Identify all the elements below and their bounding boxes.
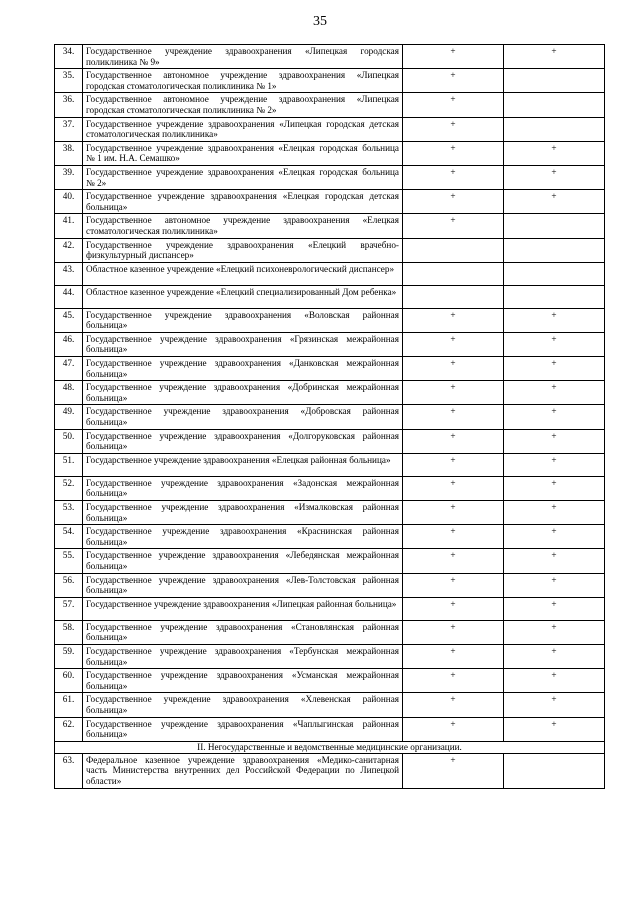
organization-name-cell: Государственное учреждение здравоохранения «Елецкая городская больница № 1 им. Н.А. Семашко» <box>83 141 403 165</box>
row-number-cell: 45. <box>55 308 83 332</box>
row-number-cell: 53. <box>55 501 83 525</box>
mark-cell-2 <box>504 262 605 285</box>
row-number-cell: 46. <box>55 332 83 356</box>
mark-cell-2: + <box>504 45 605 69</box>
mark-cell-2 <box>504 117 605 141</box>
organization-name-cell: Государственное учреждение здравоохранения «Добринская межрайонная больница» <box>83 381 403 405</box>
mark-cell-2: + <box>504 525 605 549</box>
mark-cell-1: + <box>403 753 504 788</box>
organization-name-cell: Государственное автономное учреждение здравоохранения «Елецкая стоматологическая поликлиника» <box>83 214 403 238</box>
mark-cell-1: + <box>403 69 504 93</box>
table-row <box>55 620 605 644</box>
organization-name-cell: Федеральное казенное учреждение здравоохранения «Медико-санитарная часть Министерства внутренних дел Российской Федерации по Липецкой области» <box>83 753 403 788</box>
organization-name-cell: Государственное учреждение здравоохранения «Измалковская районная больница» <box>83 501 403 525</box>
mark-cell-1: + <box>403 45 504 69</box>
mark-cell-1: + <box>403 620 504 644</box>
table-row <box>55 381 605 405</box>
organization-name-cell: Государственное учреждение здравоохранения «Усманская межрайонная больница» <box>83 669 403 693</box>
table-row <box>55 262 605 285</box>
table-row <box>55 214 605 238</box>
row-number-cell: 38. <box>55 141 83 165</box>
mark-cell-2 <box>504 238 605 262</box>
table-row <box>55 285 605 308</box>
mark-cell-1 <box>403 238 504 262</box>
mark-cell-1: + <box>403 357 504 381</box>
mark-cell-1: + <box>403 501 504 525</box>
mark-cell-2: + <box>504 669 605 693</box>
table-row <box>55 429 605 453</box>
mark-cell-2: + <box>504 717 605 741</box>
mark-cell-1: + <box>403 332 504 356</box>
organization-name-cell: Государственное автономное учреждение здравоохранения «Липецкая городская стоматологическая поликлиника № 1» <box>83 69 403 93</box>
mark-cell-2 <box>504 214 605 238</box>
table-row <box>55 476 605 500</box>
row-number-cell: 35. <box>55 69 83 93</box>
organization-name-cell: Государственное учреждение здравоохранения «Становлянская районная больница» <box>83 620 403 644</box>
mark-cell-1: + <box>403 308 504 332</box>
organization-name-cell: Государственное учреждение здравоохранения «Липецкая городская детская стоматологическая поликлиника» <box>83 117 403 141</box>
row-number-cell: 56. <box>55 573 83 597</box>
row-number-cell: 44. <box>55 285 83 308</box>
mark-cell-1: + <box>403 93 504 117</box>
row-number-cell: 60. <box>55 669 83 693</box>
section-title: II. Негосударственные и ведомственные медицинские организации. <box>55 741 605 753</box>
table-row <box>55 753 605 788</box>
row-number-cell: 57. <box>55 597 83 620</box>
mark-cell-2 <box>504 285 605 308</box>
organization-name-cell: Государственное учреждение здравоохранения «Воловская районная больница» <box>83 308 403 332</box>
table-row <box>55 644 605 668</box>
organization-name-cell: Областное казенное учреждение «Елецкий специализированный Дом ребенка» <box>83 285 403 308</box>
table-row <box>55 693 605 717</box>
row-number-cell: 59. <box>55 644 83 668</box>
organization-name-cell: Государственное учреждение здравоохранения «Чаплыгинская районная больница» <box>83 717 403 741</box>
organization-name-cell: Государственное учреждение здравоохранения «Липецкая районная больница» <box>83 597 403 620</box>
mark-cell-1: + <box>403 214 504 238</box>
table-row <box>55 405 605 429</box>
row-number-cell: 43. <box>55 262 83 285</box>
organization-name-cell: Государственное учреждение здравоохранения «Хлевенская районная больница» <box>83 693 403 717</box>
table-row <box>55 525 605 549</box>
row-number-cell: 55. <box>55 549 83 573</box>
organizations-table <box>54 44 605 789</box>
row-number-cell: 47. <box>55 357 83 381</box>
mark-cell-1: + <box>403 141 504 165</box>
row-number-cell: 39. <box>55 165 83 189</box>
table-row <box>55 501 605 525</box>
mark-cell-2: + <box>504 357 605 381</box>
mark-cell-1: + <box>403 573 504 597</box>
page-number: 35 <box>313 14 327 29</box>
mark-cell-1: + <box>403 453 504 476</box>
row-number-cell: 62. <box>55 717 83 741</box>
table-row <box>55 597 605 620</box>
mark-cell-2: + <box>504 165 605 189</box>
table-row <box>55 717 605 741</box>
mark-cell-2: + <box>504 381 605 405</box>
mark-cell-2: + <box>504 549 605 573</box>
row-number-cell: 61. <box>55 693 83 717</box>
mark-cell-2: + <box>504 453 605 476</box>
organization-name-cell: Государственное учреждение здравоохранения «Елецкая городская детская больница» <box>83 190 403 214</box>
mark-cell-1: + <box>403 476 504 500</box>
mark-cell-1: + <box>403 549 504 573</box>
table-row <box>55 573 605 597</box>
row-number-cell: 34. <box>55 45 83 69</box>
mark-cell-2: + <box>504 501 605 525</box>
mark-cell-2 <box>504 69 605 93</box>
table-row <box>55 141 605 165</box>
row-number-cell: 51. <box>55 453 83 476</box>
mark-cell-2: + <box>504 597 605 620</box>
organization-name-cell: Государственное учреждение здравоохранения «Задонская межрайонная больница» <box>83 476 403 500</box>
row-number-cell: 49. <box>55 405 83 429</box>
row-number-cell: 41. <box>55 214 83 238</box>
mark-cell-1: + <box>403 381 504 405</box>
table-row <box>55 238 605 262</box>
table-row <box>55 669 605 693</box>
row-number-cell: 37. <box>55 117 83 141</box>
organization-name-cell: Государственное учреждение здравоохранения «Елецкий врачебно-физкультурный диспансер» <box>83 238 403 262</box>
row-number-cell: 36. <box>55 93 83 117</box>
row-number-cell: 58. <box>55 620 83 644</box>
organization-name-cell: Областное казенное учреждение «Елецкий психоневрологический диспансер» <box>83 262 403 285</box>
table-body <box>55 45 605 789</box>
mark-cell-2: + <box>504 644 605 668</box>
organization-name-cell: Государственное учреждение здравоохранения «Липецкая городская поликлиника № 9» <box>83 45 403 69</box>
row-number-cell: 40. <box>55 190 83 214</box>
organization-name-cell: Государственное учреждение здравоохранения «Лебедянская межрайонная больница» <box>83 549 403 573</box>
table-row <box>55 308 605 332</box>
table-row <box>55 453 605 476</box>
section-header-row <box>55 741 605 753</box>
mark-cell-1: + <box>403 525 504 549</box>
mark-cell-2: + <box>504 476 605 500</box>
organization-name-cell: Государственное учреждение здравоохранения «Долгоруковская районная больница» <box>83 429 403 453</box>
table-row <box>55 332 605 356</box>
mark-cell-2: + <box>504 573 605 597</box>
mark-cell-2: + <box>504 190 605 214</box>
mark-cell-2 <box>504 753 605 788</box>
table-row <box>55 45 605 69</box>
table-row <box>55 357 605 381</box>
organization-name-cell: Государственное учреждение здравоохранения «Елецкая районная больница» <box>83 453 403 476</box>
mark-cell-2: + <box>504 405 605 429</box>
mark-cell-1: + <box>403 669 504 693</box>
mark-cell-1: + <box>403 190 504 214</box>
organization-name-cell: Государственное учреждение здравоохранения «Тербунская межрайонная больница» <box>83 644 403 668</box>
row-number-cell: 48. <box>55 381 83 405</box>
organization-name-cell: Государственное учреждение здравоохранения «Краснинская районная больница» <box>83 525 403 549</box>
mark-cell-2: + <box>504 620 605 644</box>
organization-name-cell: Государственное учреждение здравоохранения «Елецкая городская больница № 2» <box>83 165 403 189</box>
mark-cell-1 <box>403 262 504 285</box>
row-number-cell: 50. <box>55 429 83 453</box>
table-row <box>55 549 605 573</box>
mark-cell-1: + <box>403 644 504 668</box>
mark-cell-1: + <box>403 429 504 453</box>
table-row <box>55 93 605 117</box>
mark-cell-1: + <box>403 693 504 717</box>
organization-name-cell: Государственное учреждение здравоохранения «Лев-Толстовская районная больница» <box>83 573 403 597</box>
mark-cell-1: + <box>403 117 504 141</box>
mark-cell-2: + <box>504 308 605 332</box>
organization-name-cell: Государственное автономное учреждение здравоохранения «Липецкая городская стоматологическая поликлиника № 2» <box>83 93 403 117</box>
row-number-cell: 63. <box>55 753 83 788</box>
organization-name-cell: Государственное учреждение здравоохранения «Добровская районная больница» <box>83 405 403 429</box>
table-row <box>55 69 605 93</box>
mark-cell-2: + <box>504 141 605 165</box>
organization-name-cell: Государственное учреждение здравоохранения «Грязинская межрайонная больница» <box>83 332 403 356</box>
row-number-cell: 42. <box>55 238 83 262</box>
mark-cell-2: + <box>504 429 605 453</box>
mark-cell-2: + <box>504 693 605 717</box>
row-number-cell: 52. <box>55 476 83 500</box>
mark-cell-1 <box>403 285 504 308</box>
mark-cell-2 <box>504 93 605 117</box>
row-number-cell: 54. <box>55 525 83 549</box>
table-row <box>55 117 605 141</box>
table-row <box>55 190 605 214</box>
mark-cell-1: + <box>403 717 504 741</box>
mark-cell-1: + <box>403 405 504 429</box>
mark-cell-1: + <box>403 165 504 189</box>
mark-cell-1: + <box>403 597 504 620</box>
mark-cell-2: + <box>504 332 605 356</box>
organization-name-cell: Государственное учреждение здравоохранения «Данковская межрайонная больница» <box>83 357 403 381</box>
table-row <box>55 165 605 189</box>
